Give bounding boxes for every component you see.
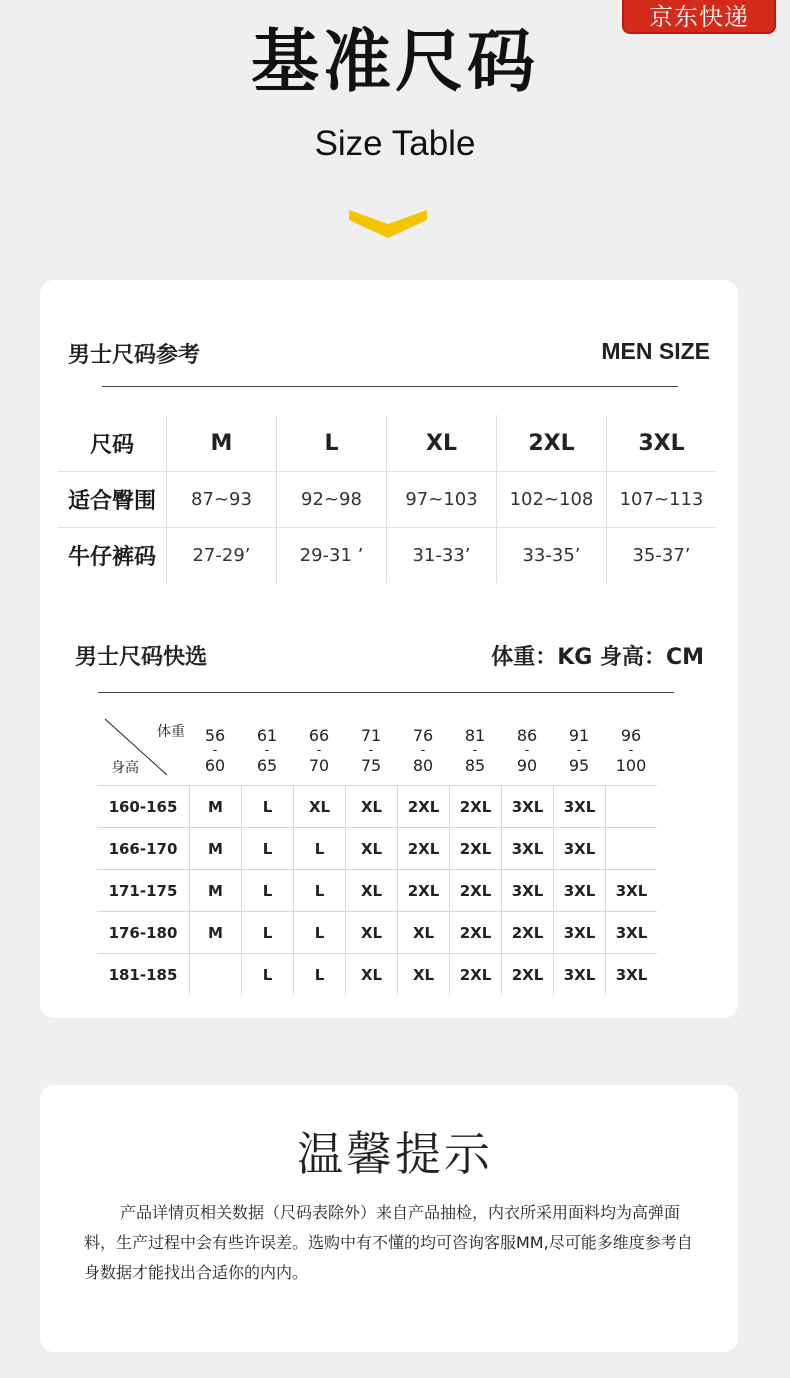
size-cell: XL [397, 954, 449, 995]
weight-dash: - [368, 743, 374, 758]
weight-from: 71 [360, 726, 382, 745]
size-cell: 2XL [397, 786, 449, 827]
size-cell: 3XL [553, 954, 605, 995]
weight-height-corner [97, 717, 189, 785]
table-cell: 92~98 [276, 472, 386, 527]
weight-header-cell [397, 717, 449, 785]
weight-header-cell [605, 717, 657, 785]
weight-to: 80 [412, 756, 434, 775]
jd-express-badge: 京东快递 [622, 0, 776, 34]
size-cell: 3XL [553, 828, 605, 869]
table-row [97, 953, 657, 995]
divider [98, 692, 674, 693]
corner-label: 尺码 [89, 432, 134, 458]
weight-header-cell [293, 717, 345, 785]
weight-header-cell [345, 717, 397, 785]
size-cell: XL [293, 786, 345, 827]
size-cell: 3XL [553, 786, 605, 827]
table-header-row [58, 415, 716, 471]
weight-dash: - [472, 743, 478, 758]
table-cell: 87~93 [166, 472, 276, 527]
weight-to: 65 [256, 756, 278, 775]
size-cell: L [241, 870, 293, 911]
size-cell: XL [345, 828, 397, 869]
size-cell: 3XL [501, 828, 553, 869]
men-size-table [58, 415, 716, 583]
size-header-cell: 3XL [606, 415, 716, 471]
tips-title: 温馨提示 [297, 1127, 493, 1181]
table-cell: 29-31 ’ [276, 528, 386, 583]
size-cell: M [189, 828, 241, 869]
weight-from: 86 [516, 726, 538, 745]
table-cell: 102~108 [496, 472, 606, 527]
size-cell [605, 786, 657, 827]
height-range: 166-170 [108, 839, 178, 858]
table-row [97, 869, 657, 911]
size-cell: XL [345, 786, 397, 827]
size-cell: 2XL [449, 870, 501, 911]
weight-from: 96 [620, 726, 642, 745]
size-cell: L [241, 954, 293, 995]
size-cell: 3XL [501, 786, 553, 827]
size-cell: 2XL [449, 786, 501, 827]
height-range: 176-180 [108, 923, 178, 942]
weight-dash: - [420, 743, 426, 758]
size-header-cell: 2XL [496, 415, 606, 471]
size-cell: 3XL [605, 912, 657, 953]
weight-to: 60 [204, 756, 226, 775]
chevron-down-icon [349, 206, 427, 240]
weight-header-cell [241, 717, 293, 785]
tips-text: 产品详情页相关数据（尺码表除外）来自产品抽检，内衣所采用面料均为高弹面料，生产过程中会有些许误差。选购中有不懂的均可咨询客服MM,尽可能多维度参考自身数据才能找出合适你的内内。 [84, 1203, 693, 1282]
weight-dash: - [316, 743, 322, 758]
table-cell: 97~103 [386, 472, 496, 527]
men-size-heading: 男士尺码参考 [68, 343, 201, 368]
weight-to: 70 [308, 756, 330, 775]
weight-header-cell [449, 717, 501, 785]
table-row [97, 785, 657, 827]
size-cell: L [241, 912, 293, 953]
size-cell [189, 954, 241, 995]
quick-size-table [97, 717, 657, 995]
divider [102, 386, 678, 387]
size-cell: 2XL [501, 912, 553, 953]
weight-dash: - [628, 743, 634, 758]
row-label: 牛仔裤码 [67, 545, 156, 570]
size-cell: 2XL [501, 954, 553, 995]
weight-to: 75 [360, 756, 382, 775]
table-row [97, 911, 657, 953]
page-subtitle: Size Table [314, 124, 476, 163]
size-cell: 2XL [449, 828, 501, 869]
size-cell: L [293, 870, 345, 911]
weight-header-cell [501, 717, 553, 785]
weight-header-cell [553, 717, 605, 785]
weight-from: 56 [204, 726, 226, 745]
size-card [40, 280, 738, 1018]
weight-from: 91 [568, 726, 590, 745]
table-row [97, 827, 657, 869]
size-cell: L [293, 912, 345, 953]
table-row [58, 471, 716, 527]
size-cell: XL [397, 912, 449, 953]
size-cell: 3XL [605, 870, 657, 911]
height-range: 171-175 [108, 881, 178, 900]
weight-to: 85 [464, 756, 486, 775]
size-cell: L [241, 786, 293, 827]
size-cell: XL [345, 870, 397, 911]
table-header-row [97, 717, 657, 785]
weight-from: 61 [256, 726, 278, 745]
size-cell: 2XL [397, 870, 449, 911]
weight-dash: - [212, 743, 218, 758]
weight-to: 95 [568, 756, 590, 775]
weight-from: 66 [308, 726, 330, 745]
units-label: 体重：KG 身高：CM [491, 645, 704, 670]
size-header-cell: XL [386, 415, 496, 471]
size-cell: XL [345, 954, 397, 995]
size-cell: 2XL [449, 912, 501, 953]
size-cell [605, 828, 657, 869]
weight-header-cell [189, 717, 241, 785]
row-label: 适合臀围 [67, 489, 156, 514]
weight-to: 100 [615, 756, 647, 775]
size-cell: L [293, 954, 345, 995]
table-cell: 35-37’ [606, 528, 716, 583]
size-cell: L [293, 828, 345, 869]
size-cell: 3XL [553, 912, 605, 953]
size-cell: 3XL [501, 870, 553, 911]
weight-dash: - [524, 743, 530, 758]
size-cell: 2XL [449, 954, 501, 995]
size-cell: 2XL [397, 828, 449, 869]
size-header-cell: M [166, 415, 276, 471]
table-cell: 31-33’ [386, 528, 496, 583]
height-range: 181-185 [108, 965, 178, 984]
weight-dash: - [264, 743, 270, 758]
size-cell: 3XL [605, 954, 657, 995]
weight-dash: - [576, 743, 582, 758]
size-cell: M [189, 870, 241, 911]
size-cell: XL [345, 912, 397, 953]
size-cell: M [189, 786, 241, 827]
size-cell: M [189, 912, 241, 953]
quick-size-heading: 男士尺码快选 [75, 645, 208, 670]
height-label: 身高 [111, 760, 139, 776]
weight-to: 90 [516, 756, 538, 775]
page-title: 基准尺码 [250, 23, 539, 102]
table-cell: 33-35’ [496, 528, 606, 583]
size-header-cell: L [276, 415, 386, 471]
weight-from: 81 [464, 726, 486, 745]
size-cell: L [241, 828, 293, 869]
weight-from: 76 [412, 726, 434, 745]
weight-label: 体重 [157, 724, 185, 740]
height-range: 160-165 [108, 797, 178, 816]
table-cell: 27-29’ [166, 528, 276, 583]
table-row [58, 527, 716, 583]
men-size-heading-en: MEN SIZE [601, 338, 710, 364]
size-cell: 3XL [553, 870, 605, 911]
table-cell: 107~113 [606, 472, 716, 527]
